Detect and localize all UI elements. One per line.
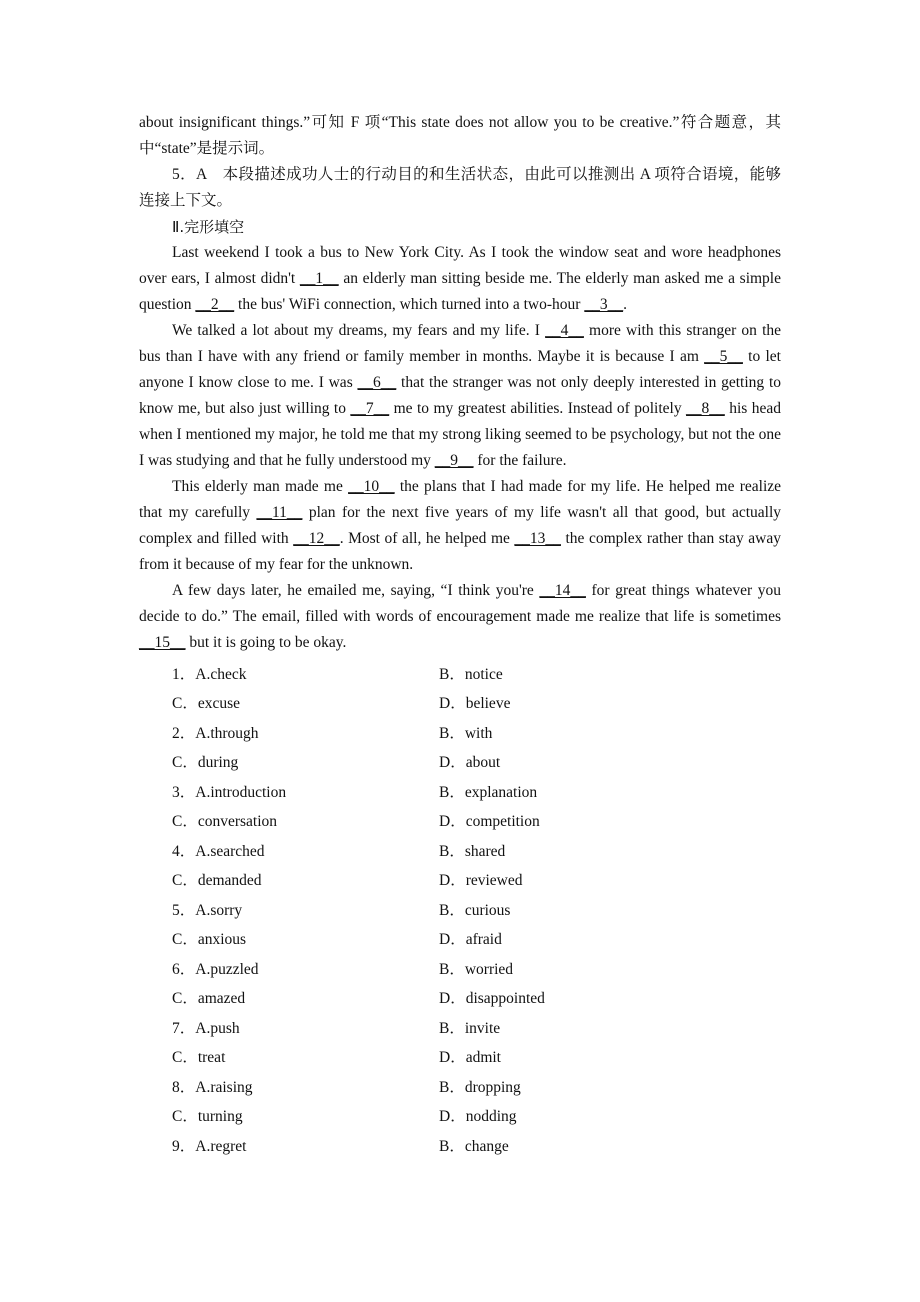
option-5d: D．afraid xyxy=(439,931,502,949)
blank-14: __14__ xyxy=(539,582,586,599)
blank-3: __3__ xyxy=(584,296,624,313)
passage-text: We talked a lot about my dreams, my fears and my life. I xyxy=(172,322,546,339)
passage-text: his head when I mentioned my major, he told me that my strong liking seemed to be psychology, but not the one I was studying and that he fully understood my xyxy=(139,400,781,469)
blank-9: __9__ xyxy=(434,452,474,469)
option-5a: 5．A.sorry xyxy=(172,901,243,919)
option-4a: 4．A.searched xyxy=(172,842,265,860)
option-2b: B．with xyxy=(439,724,493,742)
blank-4: __4__ xyxy=(545,322,584,339)
blank-1: __1__ xyxy=(299,270,339,287)
passage-paragraph-2 xyxy=(139,318,781,474)
option-4c: C．demanded xyxy=(172,872,262,890)
question-2-row-ab xyxy=(139,717,781,747)
passage-text: the plans that I had made for my life. He helped me realize that my carefully xyxy=(139,478,782,521)
option-1a: 1．A.check xyxy=(172,665,247,683)
question-3-row-cd xyxy=(139,806,781,836)
passage-paragraph-1 xyxy=(139,240,781,318)
option-3a: 3．A.introduction xyxy=(172,783,287,801)
option-6b: B．worried xyxy=(439,960,514,978)
option-6d: D．disappointed xyxy=(439,990,545,1008)
passage-paragraph-3 xyxy=(139,474,781,578)
question-6-row-ab xyxy=(139,953,781,983)
passage-text: me to my greatest abilities. Instead of politely xyxy=(389,400,687,417)
option-3c: C．conversation xyxy=(172,813,278,831)
question-4-row-cd xyxy=(139,865,781,895)
blank-7: __7__ xyxy=(350,400,390,417)
passage-text: for the failure. xyxy=(473,452,567,469)
blank-11: __11__ xyxy=(256,504,303,521)
question-3-row-ab xyxy=(139,776,781,806)
option-4d: D．reviewed xyxy=(439,872,523,890)
question-1-row-cd xyxy=(139,688,781,718)
blank-2: __2__ xyxy=(195,296,235,313)
passage-text: plan for the next five years of my life wasn't all that good, but actually complex and filled with xyxy=(139,504,782,547)
option-8c: C．turning xyxy=(172,1108,243,1126)
passage-text: . xyxy=(623,296,627,313)
option-1c: C．excuse xyxy=(172,695,241,713)
blank-6: __6__ xyxy=(357,374,397,391)
document-page xyxy=(139,110,781,1160)
passage-text: Last weekend I took a bus to New York City. As I took the window seat and wore headphones over ears, I almost didn't xyxy=(139,244,781,287)
passage-text: This elderly man made me xyxy=(172,478,349,495)
passage-text: that the stranger was not only deeply interested in getting to know me, but also just willing to xyxy=(139,374,781,417)
passage-text: but it is going to be okay. xyxy=(185,634,347,651)
question-1-row-ab xyxy=(139,658,781,688)
passage-text: for great things whatever you decide to do.” The email, filled with words of encouragement made me realize that life is sometimes xyxy=(139,582,781,625)
option-8a: 8．A.raising xyxy=(172,1078,253,1096)
option-1d: D．believe xyxy=(439,695,511,713)
blank-12: __12__ xyxy=(293,530,340,547)
section-title-cloze: Ⅱ.完形填空 xyxy=(172,218,245,236)
question-2-row-cd xyxy=(139,747,781,777)
explanation-item-4-continued: about insignificant things.”可知 F 项“This state does not allow you to be creative.”符合题意，其中“state”是提示词。 xyxy=(139,114,781,157)
option-3b: B．explanation xyxy=(439,783,538,801)
blank-8: __8__ xyxy=(686,400,725,417)
option-2d: D．about xyxy=(439,754,501,772)
passage-paragraph-4 xyxy=(139,578,781,656)
explanation-item-5: 5．A 本段描述成功人士的行动目的和生活状态，由此可以推测出 A 项符合语境，能够连接上下文。 xyxy=(139,166,781,209)
option-7d: D．admit xyxy=(439,1049,501,1067)
option-7b: B．invite xyxy=(439,1019,501,1037)
option-7a: 7．A.push xyxy=(172,1019,240,1037)
option-2a: 2．A.through xyxy=(172,724,259,742)
question-4-row-ab xyxy=(139,835,781,865)
blank-10: __10__ xyxy=(348,478,395,495)
option-1b: B．notice xyxy=(439,665,503,683)
question-5-row-ab xyxy=(139,894,781,924)
option-2c: C．during xyxy=(172,754,239,772)
passage-text: the bus' WiFi connection, which turned into a two-hour xyxy=(234,296,585,313)
passage-text: to let anyone I know close to me. I was xyxy=(139,348,781,391)
option-3d: D．competition xyxy=(439,813,540,831)
option-6a: 6．A.puzzled xyxy=(172,960,259,978)
question-8-row-cd xyxy=(139,1101,781,1131)
question-6-row-cd xyxy=(139,983,781,1013)
option-9a: 9．A.regret xyxy=(172,1137,247,1155)
option-8d: D．nodding xyxy=(439,1108,517,1126)
option-9b: B．change xyxy=(439,1137,509,1155)
passage-text: the complex rather than stay away from it because of my fear for the unknown. xyxy=(139,530,781,573)
question-9-row-ab xyxy=(139,1130,781,1160)
passage-text: more with this stranger on the bus than I have with any friend or family member in months. Maybe it is because I am xyxy=(139,322,782,365)
question-7-row-cd xyxy=(139,1042,781,1072)
option-5b: B．curious xyxy=(439,901,511,919)
option-4b: B．shared xyxy=(439,842,506,860)
option-5c: C．anxious xyxy=(172,931,247,949)
passage-text: . Most of all, he helped me xyxy=(339,530,515,547)
option-6c: C．amazed xyxy=(172,990,246,1008)
option-7c: C．treat xyxy=(172,1049,226,1067)
question-7-row-ab xyxy=(139,1012,781,1042)
question-8-row-ab xyxy=(139,1071,781,1101)
blank-13: __13__ xyxy=(514,530,561,547)
option-8b: B．dropping xyxy=(439,1078,521,1096)
question-5-row-cd xyxy=(139,924,781,954)
blank-15: __15__ xyxy=(139,634,186,651)
blank-5: __5__ xyxy=(704,348,743,365)
passage-text: an elderly man sitting beside me. The elderly man asked me a simple question xyxy=(139,270,781,313)
passage-text: A few days later, he emailed me, saying, “I think you're xyxy=(172,582,540,599)
question-options-list xyxy=(139,658,781,1160)
